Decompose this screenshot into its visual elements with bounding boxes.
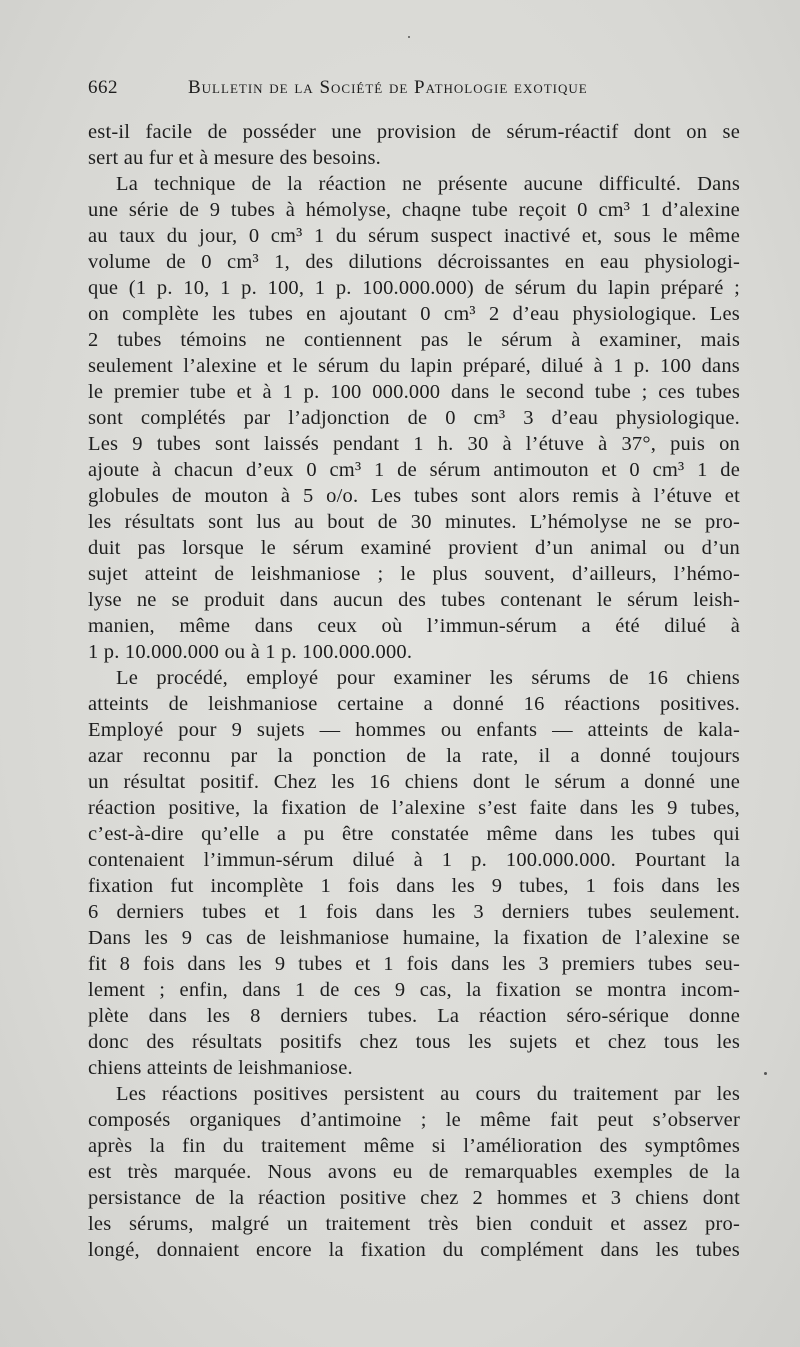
text-line: 6 derniers tubes et 1 fois dans les 3 derniers tubes seulement. bbox=[88, 901, 740, 923]
text-line: composés organiques d’antimoine ; le même fait peut s’observer bbox=[88, 1109, 740, 1131]
text-line: seulement l’alexine et le sérum du lapin préparé, dilué à 1 p. 100 dans bbox=[88, 355, 740, 377]
text-line: 2 tubes témoins ne contiennent pas le sérum à examiner, mais bbox=[88, 329, 740, 351]
text-line: donc des résultats positifs chez tous les sujets et chez tous les bbox=[88, 1031, 740, 1053]
text-line: longé, donnaient encore la fixation du complément dans les tubes bbox=[88, 1239, 740, 1261]
text-line: persistance de la réaction positive chez 2 hommes et 3 chiens dont bbox=[88, 1187, 740, 1209]
text-line: un résultat positif. Chez les 16 chiens dont le sérum a donné une bbox=[88, 771, 740, 793]
print-speck bbox=[764, 1072, 767, 1075]
text-line: 1 p. 10.000.000 ou à 1 p. 100.000.000. bbox=[88, 641, 413, 663]
text-line: est très marquée. Nous avons eu de remarquables exemples de la bbox=[88, 1161, 740, 1183]
running-title: Bulletin de la Société de Pathologie exotique bbox=[188, 77, 588, 98]
text-line: Le procédé, employé pour examiner les sérums de 16 chiens bbox=[116, 667, 740, 689]
text-line: manien, même dans ceux où l’immun-sérum a été dilué à bbox=[88, 615, 740, 637]
text-line: ajoute à chacun d’eux 0 cm³ 1 de sérum antimouton et 0 cm³ 1 de bbox=[88, 459, 740, 481]
text-line: volume de 0 cm³ 1, des dilutions décroissantes en eau physiologi- bbox=[88, 251, 740, 273]
text-line: le premier tube et à 1 p. 100 000.000 dans le second tube ; ces tubes bbox=[88, 381, 740, 403]
text-line: globules de mouton à 5 o/o. Les tubes sont alors remis à l’étuve et bbox=[88, 485, 740, 507]
text-line: lement ; enfin, dans 1 de ces 9 cas, la fixation se montra incom- bbox=[88, 979, 740, 1001]
text-line: une série de 9 tubes à hémolyse, chaqne tube reçoit 0 cm³ 1 d’alexine bbox=[88, 199, 740, 221]
print-speck bbox=[408, 36, 410, 38]
body-text bbox=[88, 119, 740, 1263]
text-line: on complète les tubes en ajoutant 0 cm³ 2 d’eau physiologique. Les bbox=[88, 303, 740, 325]
text-line: plète dans les 8 derniers tubes. La réaction séro-sérique donne bbox=[88, 1005, 740, 1027]
text-line: azar reconnu par la ponction de la rate, il a donné toujours bbox=[88, 745, 740, 767]
text-line: lyse ne se produit dans aucun des tubes contenant le sérum leish- bbox=[88, 589, 740, 611]
text-line: Les réactions positives persistent au cours du traitement par les bbox=[116, 1083, 740, 1105]
text-line: chiens atteints de leishmaniose. bbox=[88, 1057, 353, 1079]
text-line: les résultats sont lus au bout de 30 minutes. L’hémolyse ne se pro- bbox=[88, 511, 740, 533]
text-line: au taux du jour, 0 cm³ 1 du sérum suspect inactivé et, sous le même bbox=[88, 225, 740, 247]
text-line: atteints de leishmaniose certaine a donné 16 réactions positives. bbox=[88, 693, 740, 715]
text-line: fit 8 fois dans les 9 tubes et 1 fois dans les 3 premiers tubes seu- bbox=[88, 953, 740, 975]
text-line: après la fin du traitement même si l’amélioration des symptômes bbox=[88, 1135, 740, 1157]
text-line: Dans les 9 cas de leishmaniose humaine, la fixation de l’alexine se bbox=[88, 927, 740, 949]
text-line: contenaient l’immun-sérum dilué à 1 p. 100.000.000. Pourtant la bbox=[88, 849, 740, 871]
text-line: sont complétés par l’adjonction de 0 cm³ 3 d’eau physiologique. bbox=[88, 407, 740, 429]
text-line: La technique de la réaction ne présente aucune difficulté. Dans bbox=[116, 173, 740, 195]
text-line: c’est-à-dire qu’elle a pu être constatée même dans les tubes qui bbox=[88, 823, 740, 845]
text-line: Employé pour 9 sujets — hommes ou enfants — atteints de kala- bbox=[88, 719, 740, 741]
text-line: réaction positive, la fixation de l’alexine s’est faite dans les 9 tubes, bbox=[88, 797, 740, 819]
page-number: 662 bbox=[88, 77, 118, 98]
text-line: duit pas lorsque le sérum examiné provient d’un animal ou d’un bbox=[88, 537, 740, 559]
text-line: Les 9 tubes sont laissés pendant 1 h. 30 à l’étuve à 37°, puis on bbox=[88, 433, 740, 455]
text-line: les sérums, malgré un traitement très bien conduit et assez pro- bbox=[88, 1213, 740, 1235]
text-line: fixation fut incomplète 1 fois dans les 9 tubes, 1 fois dans les bbox=[88, 875, 740, 897]
text-line: sert au fur et à mesure des besoins. bbox=[88, 147, 381, 169]
text-line: sujet atteint de leishmaniose ; le plus souvent, d’ailleurs, l’hémo- bbox=[88, 563, 740, 585]
text-line: est-il facile de posséder une provision de sérum-réactif dont on se bbox=[88, 121, 740, 143]
running-header bbox=[88, 76, 740, 100]
text-line: que (1 p. 10, 1 p. 100, 1 p. 100.000.000) de sérum du lapin préparé ; bbox=[88, 277, 740, 299]
